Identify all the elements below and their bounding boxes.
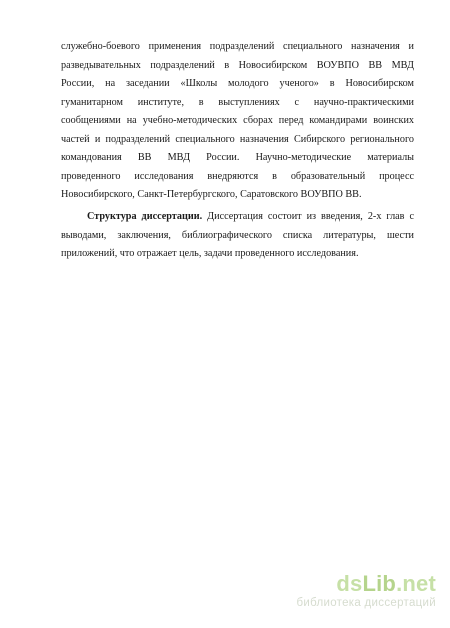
paragraph-text: Диссертация состоит из введения, 2-х глав с <box>202 211 414 222</box>
paragraph-line: Новосибирского, Санкт-Петербургского, Саратовского ВОУВПО ВВ. <box>61 189 362 200</box>
paragraph-dissertation-structure <box>61 208 414 264</box>
paragraph-line: приложений, что отражает цель, задачи проведенного исследования. <box>61 248 359 259</box>
section-heading: Структура диссертации. <box>87 211 203 222</box>
paragraph-line: разведывательных подразделений в Новосибирском ВОУВПО ВВ МВД <box>61 59 414 71</box>
paragraph-line: гуманитарном институте, в выступлениях с научно-практическими <box>61 96 414 108</box>
paragraph-line <box>61 208 414 227</box>
paragraph-line: выводами, заключения, библиографического списка литературы, шести <box>61 229 414 241</box>
paragraph-line: России, на заседании «Школы молодого ученого» в Новосибирском <box>61 78 414 89</box>
paragraph-line: проведенного исследования внедряются в образовательный процесс <box>61 170 414 182</box>
paragraph-results-approbation <box>61 38 414 205</box>
paragraph-line: частей и подразделений специального назначения Сибирского регионального <box>61 133 414 145</box>
paragraph-line: командования ВВ МВД России. Научно-методические материалы <box>61 152 414 163</box>
paragraph-line: служебно-боевого применения подразделений специального назначения и <box>61 41 414 52</box>
paragraph-line: сообщениями на учебно-методических сборах перед командирами воинских <box>61 115 414 126</box>
dslib-subtitle: библиотека диссертаций <box>296 597 436 609</box>
dslib-watermark <box>296 572 436 610</box>
dslib-logo: dsLib.net <box>336 571 436 596</box>
